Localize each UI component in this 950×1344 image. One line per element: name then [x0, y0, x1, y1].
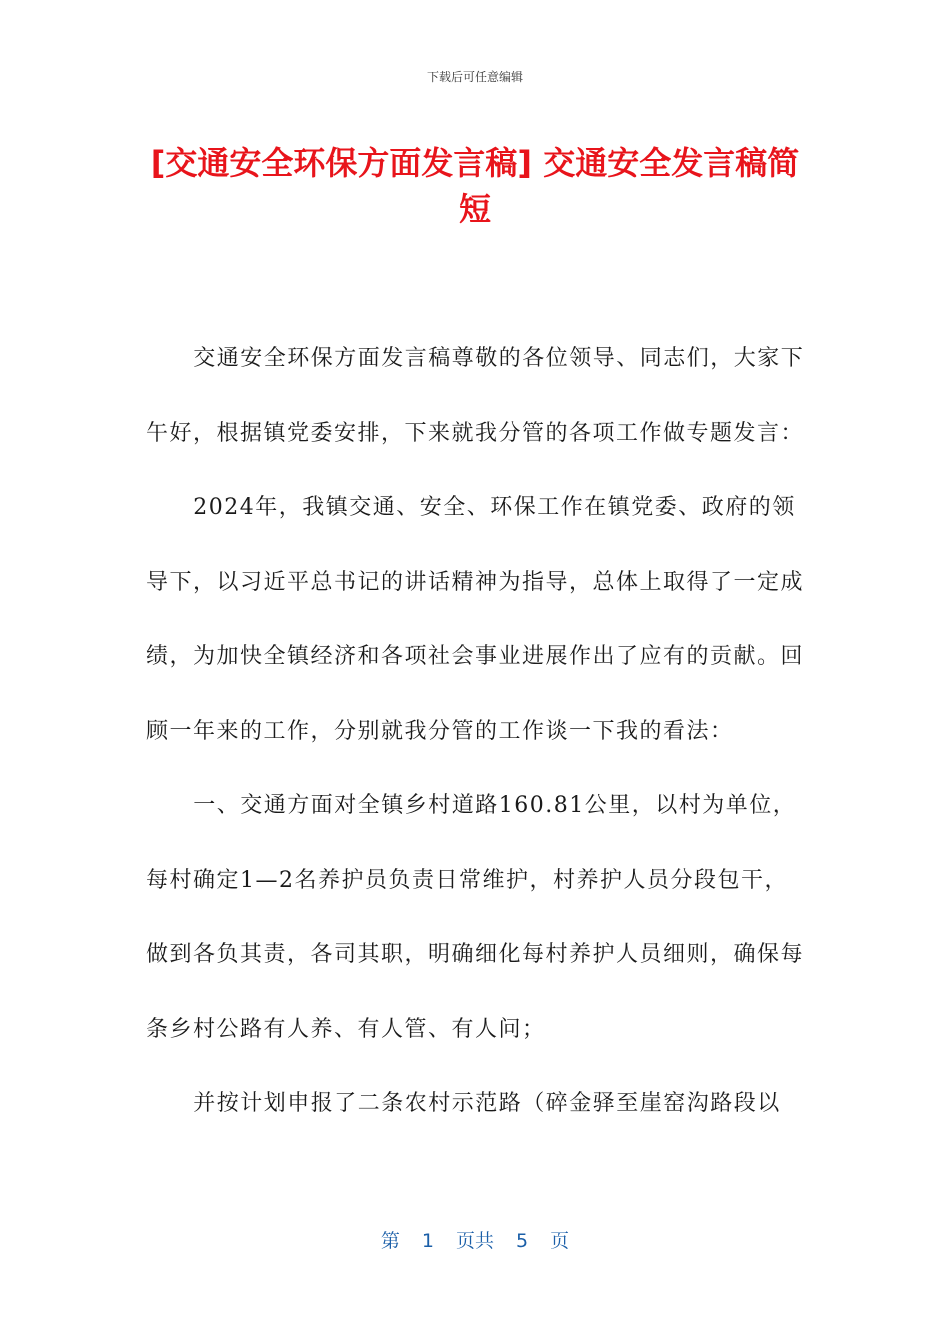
footer-page-suffix: 页: [550, 1230, 570, 1252]
header-note: 下载后可任意编辑: [426, 70, 523, 84]
footer-page-number: 1: [421, 1230, 434, 1252]
paragraph-1: 交通安全环保方面发言稿尊敬的各位领导、同志们，大家下午好，根据镇党委安排，下来就我分管的各项工作做专题发言：: [146, 346, 805, 446]
paragraph-4: 并按计划申报了二条农村示范路（碎金驿至崖窑沟路段以: [193, 1091, 781, 1116]
footer-page-prefix: 第: [380, 1230, 400, 1252]
paragraph-3: 一、交通方面对全镇乡村道路160.81公里，以村为单位，每村确定1—2名养护员负责日常维护，村养护人员分段包干，做到各负其责，各司其职，明确细化每村养护人员细则，确保每条乡村公路有人养、有人管、有人问；: [146, 793, 805, 1042]
footer-page-middle: 页共: [455, 1230, 494, 1252]
document-title: [交通安全环保方面发言稿] 交通安全发言稿简短: [150, 144, 800, 228]
footer-page-total: 5: [516, 1230, 529, 1252]
paragraph-2: 2024年，我镇交通、安全、环保工作在镇党委、政府的领导下，以习近平总书记的讲话精神为指导，总体上取得了一定成绩，为加快全镇经济和各项社会事业进展作出了应有的贡献。回顾一年来的工作，分别就我分管的工作谈一下我的看法：: [146, 495, 805, 744]
document-body: [146, 322, 806, 1142]
page-footer: [0, 1226, 950, 1253]
